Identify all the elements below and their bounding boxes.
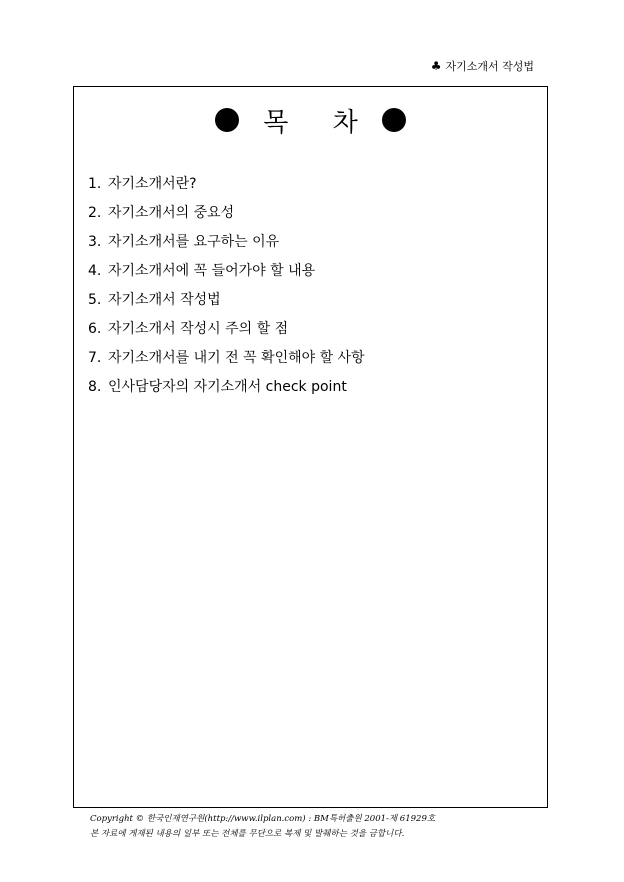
- toc-item: [88, 373, 365, 402]
- toc-label: 자기소개서 작성시 주의 할 점: [108, 321, 289, 337]
- copyright-line: Copyright © 한국인재연구원(http://www.ilplan.com) : BM특허출원 2001-제 61929호: [90, 814, 436, 824]
- toc-item: [88, 344, 365, 373]
- toc-label: 자기소개서란?: [108, 176, 197, 192]
- toc-item: [88, 199, 365, 228]
- title-text: 목 차: [263, 107, 376, 138]
- toc-item: [88, 170, 365, 199]
- page-title: [73, 100, 548, 140]
- toc-number: 6.: [88, 321, 102, 337]
- page-footer: [90, 812, 435, 842]
- toc-label: 자기소개서를 내기 전 꼭 확인해야 할 사항: [108, 350, 365, 366]
- table-of-contents: [88, 170, 365, 402]
- toc-number: 8.: [88, 379, 102, 395]
- toc-number: 2.: [88, 205, 102, 221]
- toc-item: [88, 228, 365, 257]
- toc-number: 4.: [88, 263, 102, 279]
- club-icon: ♣: [430, 59, 442, 73]
- toc-item: [88, 315, 365, 344]
- page-header: [431, 58, 534, 74]
- toc-item: [88, 257, 365, 286]
- header-text: 자기소개서 작성법: [445, 60, 534, 73]
- toc-label: 자기소개서에 꼭 들어가야 할 내용: [108, 263, 316, 279]
- notice-line: 본 자료에 게재된 내용의 일부 또는 전체를 무단으로 복제 및 발췌하는 것을 금합니다.: [90, 829, 405, 839]
- toc-number: 3.: [88, 234, 102, 250]
- toc-number: 5.: [88, 292, 102, 308]
- bullet-dot-left-icon: [215, 108, 239, 132]
- toc-label: 자기소개서를 요구하는 이유: [108, 234, 280, 250]
- toc-number: 7.: [88, 350, 102, 366]
- toc-label: 자기소개서의 중요성: [108, 205, 235, 221]
- bullet-dot-right-icon: [382, 108, 406, 132]
- toc-label: 인사담당자의 자기소개서 check point: [108, 379, 347, 395]
- toc-number: 1.: [88, 176, 102, 192]
- toc-item: [88, 286, 365, 315]
- toc-label: 자기소개서 작성법: [108, 292, 221, 308]
